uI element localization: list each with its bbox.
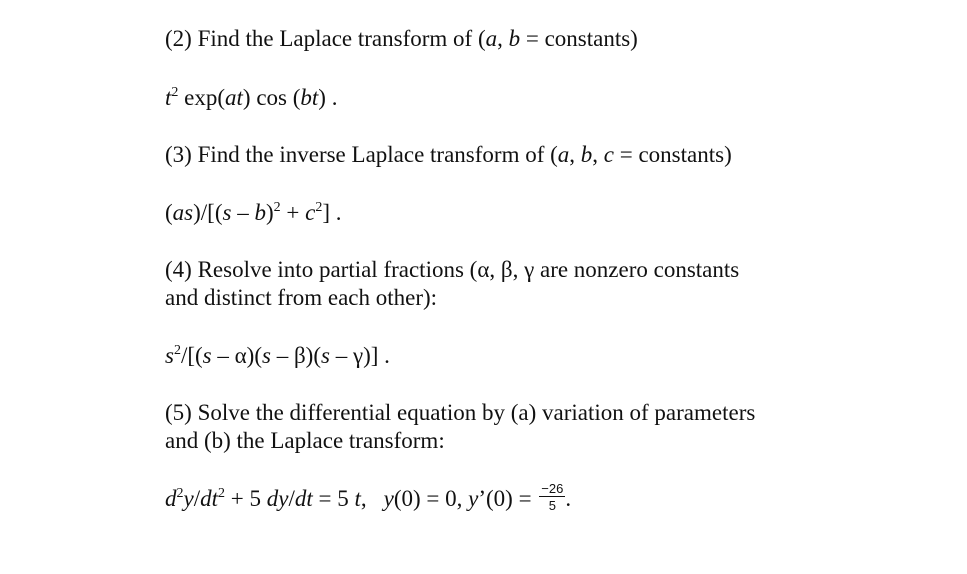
q5-comma: , — [360, 486, 367, 511]
q2-sep: , — [497, 26, 509, 51]
q5-ic2-rest: ’(0) = — [478, 486, 538, 511]
q3-b: b — [254, 200, 266, 225]
q2-var-b: b — [508, 26, 521, 51]
q5-slash-2: / — [288, 486, 295, 511]
q2-expression — [165, 84, 337, 112]
q3-minus: – — [231, 200, 255, 225]
q4-alpha-term: – α)( — [211, 343, 262, 368]
q4-s0: s — [165, 343, 174, 368]
q3-square-2: 2 — [315, 200, 323, 215]
q5-ic1-y: y — [383, 486, 394, 511]
q3-as: as — [172, 200, 194, 225]
q5-heading-line1: (5) Solve the differential equation by (a) variation of parameters — [165, 400, 756, 425]
q3-var-a: a — [557, 142, 570, 167]
q3-expr-end: ] . — [322, 200, 342, 225]
q2-heading-text: (2) Find the Laplace transform of ( — [165, 26, 486, 51]
q3-sep1: , — [569, 142, 581, 167]
q2-cos: ) cos ( — [242, 85, 301, 110]
q5-plus: + 5 — [225, 486, 267, 511]
q4-s1: s — [202, 343, 212, 368]
q5-ic1-rest: (0) = 0, — [393, 486, 469, 511]
q2-exp: exp( — [178, 85, 226, 110]
q2-heading-end: = constants) — [520, 26, 638, 51]
q5-dy: dy — [266, 486, 289, 511]
q5-equals: = 5 — [312, 486, 355, 511]
q3-var-c: c — [603, 142, 614, 167]
q3-heading — [165, 141, 732, 169]
q2-var-a: a — [485, 26, 498, 51]
q3-plus: + — [280, 200, 306, 225]
q3-c: c — [305, 200, 316, 225]
q5-expression — [165, 481, 572, 516]
q5-t: t — [354, 486, 361, 511]
q5-slash-1: / — [193, 486, 201, 511]
q3-expression — [165, 199, 342, 227]
q5-ic2-y: y — [468, 486, 479, 511]
q3-close: ) — [265, 200, 274, 225]
q3-s: s — [222, 200, 232, 225]
q4-heading-line2: and distinct from each other): — [165, 285, 438, 310]
q5-square-2: 2 — [218, 486, 225, 501]
q5-expr-end: . — [565, 486, 572, 511]
q5-heading-line2: and (b) the Laplace transform: — [165, 428, 445, 453]
q4-s2: s — [262, 343, 271, 368]
q5-fraction-numerator: −26 — [541, 481, 564, 497]
q5-dt-1: dt — [200, 486, 218, 511]
q4-heading-line1: (4) Resolve into partial fractions (α, β, γ are nonzero constants — [165, 257, 740, 282]
q2-t: t — [165, 85, 172, 110]
q4-beta-term: – β)( — [270, 343, 321, 368]
q5-square-1: 2 — [176, 486, 184, 501]
q5-dt-2: dt — [294, 486, 313, 511]
q3-square-1: 2 — [273, 200, 281, 215]
q3-sep2: , — [592, 142, 604, 167]
q3-var-b: b — [580, 142, 593, 167]
q2-at: at — [225, 85, 243, 110]
q4-square: 2 — [173, 343, 181, 358]
q5-fraction — [539, 482, 565, 513]
q2-heading — [165, 25, 638, 53]
q2-bt: bt — [300, 85, 319, 110]
q3-open: ( — [165, 200, 173, 225]
q3-heading-text: (3) Find the inverse Laplace transform of ( — [165, 142, 558, 167]
q4-expression — [165, 342, 390, 370]
q5-fraction-denominator: 5 — [548, 498, 556, 514]
q3-div: )/[( — [193, 200, 223, 225]
q4-open: /[( — [180, 343, 203, 368]
q5-y: y — [183, 486, 194, 511]
q3-heading-end: = constants) — [614, 142, 732, 167]
q4-gamma-term: – γ)] . — [329, 343, 390, 368]
q2-t-exponent: 2 — [171, 85, 179, 100]
q5-d: d — [165, 486, 177, 511]
q2-expr-end: ) . — [318, 85, 338, 110]
q4-s3: s — [320, 343, 330, 368]
